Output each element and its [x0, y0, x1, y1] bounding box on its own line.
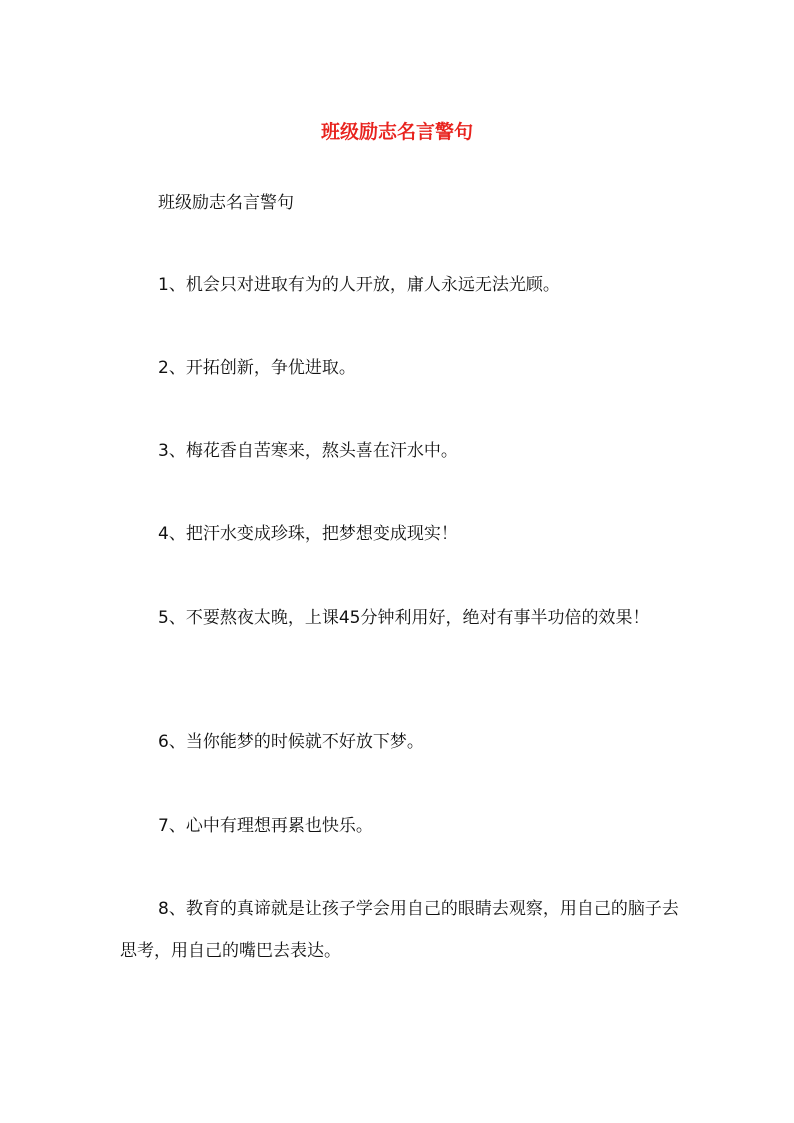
quote-paragraph-2: 2、开拓创新，争优进取。 [158, 358, 356, 378]
quote-paragraph-1: 1、机会只对进取有为的人开放，庸人永远无法光顾。 [158, 275, 560, 295]
quote-paragraph-6: 6、当你能梦的时候就不好放下梦。 [158, 732, 424, 752]
quote-paragraph-3: 3、梅花香自苦寒来，熬头喜在汗水中。 [158, 441, 458, 461]
quote-paragraph-8: 8、教育的真谛就是让孩子学会用自己的眼睛去观察，用自己的脑子去思考，用自己的嘴巴去表达。 [120, 899, 679, 961]
document-title: 班级励志名言警句 [320, 120, 473, 143]
quote-paragraph-5: 5、不要熬夜太晚，上课45分钟利用好，绝对有事半功倍的效果！ [158, 608, 650, 628]
quote-paragraph-7: 7、心中有理想再累也快乐。 [158, 816, 373, 836]
quote-paragraph-4: 4、把汗水变成珍珠，把梦想变成现实！ [158, 524, 458, 544]
subtitle-paragraph: 班级励志名言警句 [158, 193, 294, 213]
